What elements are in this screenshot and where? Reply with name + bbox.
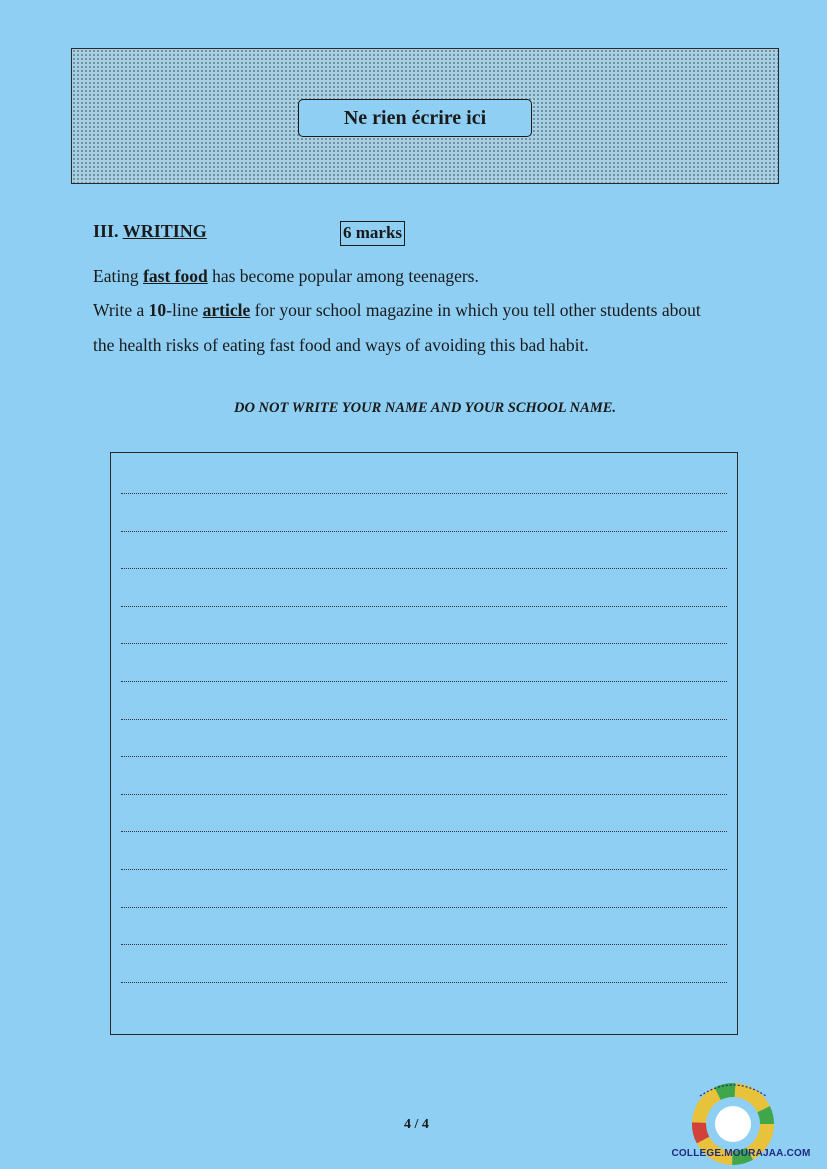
section-number: III. [93,221,119,241]
section-heading [93,221,207,242]
answer-line[interactable] [121,643,727,644]
answer-line[interactable] [121,831,727,832]
marks-badge: 6 marks [340,221,405,246]
answer-line[interactable] [121,756,727,757]
prompt-line-1: Eating fast food has become popular among teenagers. [93,266,479,286]
answer-line[interactable] [121,606,727,607]
answer-line[interactable] [121,719,727,720]
answer-line[interactable] [121,681,727,682]
prompt-line-3: the health risks of eating fast food and ways of avoiding this bad habit. [93,335,589,355]
answer-line[interactable] [121,493,727,494]
line-count: 10 [148,300,167,320]
answer-line[interactable] [121,982,727,983]
keyword-fast-food: fast food [143,266,208,286]
section-title: WRITING [122,221,207,241]
answer-line[interactable] [121,568,727,569]
instruction-text: DO NOT WRITE YOUR NAME AND YOUR SCHOOL NAME. [233,400,617,416]
answer-line[interactable] [121,869,727,870]
prompt-line-2: Write a 10-line article for your school magazine in which you tell other students about [93,300,701,320]
answer-box[interactable] [110,452,738,1035]
answer-line[interactable] [121,944,727,945]
answer-line[interactable] [121,907,727,908]
page-number: 4 / 4 [404,1117,429,1132]
answer-line[interactable] [121,531,727,532]
answer-line[interactable] [121,794,727,795]
keyword-article: article [202,300,251,320]
reserved-area-label: Ne rien écrire ici [298,99,532,137]
site-logo-text: COLLEGE.MOURAJAA.COM [671,1148,811,1159]
